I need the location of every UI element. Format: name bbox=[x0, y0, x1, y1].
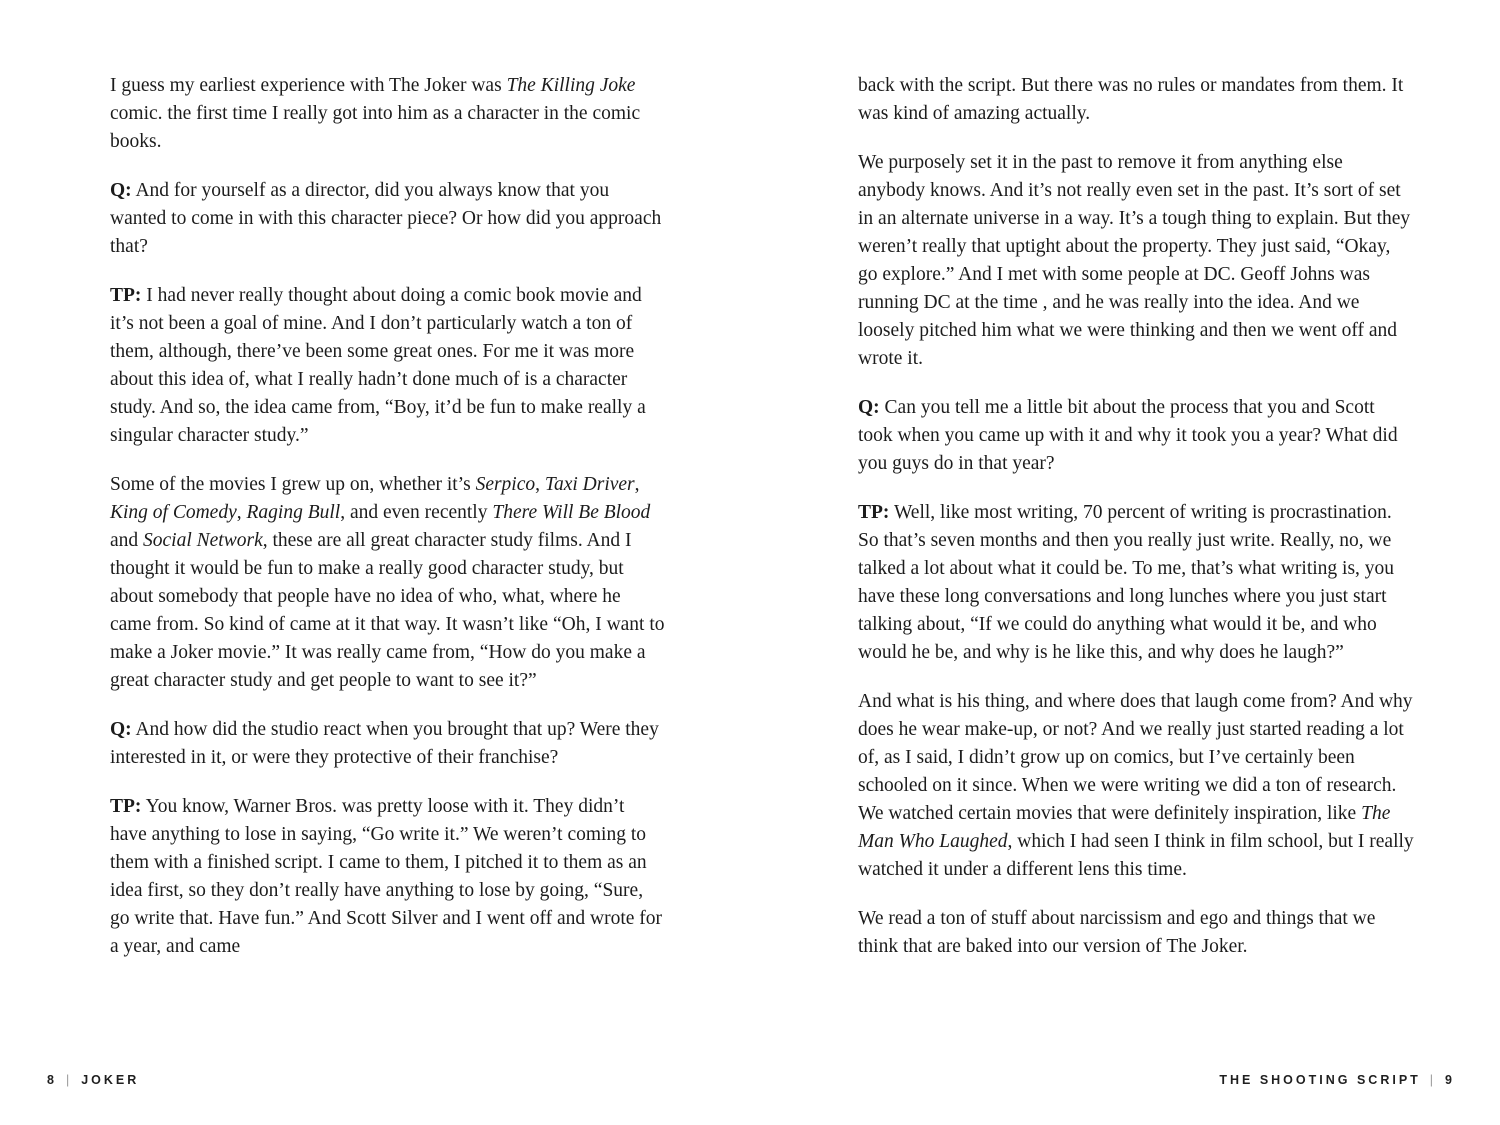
text-run: You know, Warner Bros. was pretty loose with it. They didn’t have anything to lose in saying, “Go write it.” We weren’t coming to them with a finished script. I came to them, I pitched it to them as an idea first, so they don’t really have anything to lose by going, “Sure, go write that. Have fun.” And Scott Silver and I went off and wrote for a year, and came bbox=[110, 796, 662, 957]
paragraph bbox=[110, 471, 666, 695]
work-title-italic: Serpico bbox=[475, 474, 536, 495]
speaker-label: TP: bbox=[110, 285, 142, 306]
text-run: , bbox=[535, 474, 545, 495]
paragraph bbox=[858, 394, 1414, 478]
speaker-label: TP: bbox=[858, 502, 890, 523]
paragraph bbox=[858, 72, 1414, 128]
work-title-italic: Social Network bbox=[143, 530, 263, 551]
speaker-label: Q: bbox=[110, 180, 132, 201]
text-run: We purposely set it in the past to remove it from anything else anybody knows. And it’s not really even set in the past. It’s sort of set in an alternate universe in a way. It’s a tough thing to explain. But they weren’t really that uptight about the property. They just said, “Okay, go explore.” And I met with some people at DC. Geoff Johns was running DC at the time , and he was really into the idea. And we loosely pitched him what we were thinking and then we went off and wrote it. bbox=[858, 152, 1411, 369]
work-title-italic: There Will Be Blood bbox=[492, 502, 651, 523]
footer-separator-left: | bbox=[65, 1073, 73, 1087]
text-run: , which I had seen I think in film school, but I really watched it under a different lens this time. bbox=[858, 831, 1414, 880]
text-run: Can you tell me a little bit about the process that you and Scott took when you came up with it and why it took you a year? What did you guys do in that year? bbox=[858, 397, 1398, 474]
text-run: We read a ton of stuff about narcissism and ego and things that we think that are baked into our version of The Joker. bbox=[858, 908, 1376, 957]
work-title-italic: Raging Bull bbox=[246, 502, 341, 523]
page-footer-left bbox=[47, 1073, 139, 1087]
book-title-left: JOKER bbox=[81, 1073, 140, 1087]
work-title-italic: The Man Who Laughed bbox=[858, 803, 1391, 852]
speaker-label: Q: bbox=[858, 397, 880, 418]
paragraph bbox=[110, 793, 666, 961]
text-run: , these are all great character study films. And I thought it would be fun to make a really good character study, but about somebody that people have no idea of who, what, where he came from. So kind of came at it that way. It wasn’t like “Oh, I want to make a Joker movie.” It was really came from, “How do you make a great character study and get people to want to see it?” bbox=[110, 530, 665, 691]
text-run: Some of the movies I grew up on, whether it’s bbox=[110, 474, 476, 495]
work-title-italic: King of Comedy bbox=[110, 502, 237, 523]
page-number-left: 8 bbox=[47, 1073, 57, 1087]
interview-text-column-left bbox=[110, 72, 666, 982]
text-run: , bbox=[634, 474, 640, 495]
paragraph bbox=[110, 177, 666, 261]
text-run: I guess my earliest experience with The Joker was bbox=[110, 75, 507, 96]
text-run: I had never really thought about doing a comic book movie and it’s not been a goal of mine. And I don’t particularly watch a ton of them, although, there’ve been some great ones. For me it was more about this idea of, what I really hadn’t done much of is a character study. And so, the idea came from, “Boy, it’d be fun to make really a singular character study.” bbox=[110, 285, 646, 446]
footer-separator-right: | bbox=[1429, 1073, 1437, 1087]
paragraph bbox=[858, 149, 1414, 373]
paragraph bbox=[110, 72, 666, 156]
speaker-label: Q: bbox=[110, 719, 132, 740]
text-run: comic. the first time I really got into him as a character in the comic books. bbox=[110, 103, 641, 152]
text-run: And what is his thing, and where does that laugh come from? And why does he wear make-up, or not? And we really just started reading a lot of, as I said, I didn’t grow up on comics, but I’ve certainly been schooled on it since. When we were writing we did a ton of research. We watched certain movies that were definitely inspiration, like bbox=[858, 691, 1413, 824]
page-footer-right bbox=[1219, 1073, 1455, 1087]
text-run: Well, like most writing, 70 percent of writing is procrastination. So that’s seven months and then you really just write. Really, no, we talked a lot about what it could be. To me, that’s what writing is, you have these long conversations and long lunches where you just start talking about, “If we could do anything what would it be, and who would he be, and why is he like this, and why does he laugh?” bbox=[858, 502, 1395, 663]
text-run: back with the script. But there was no rules or mandates from them. It was kind of amazing actually. bbox=[858, 75, 1404, 124]
book-title-right: THE SHOOTING SCRIPT bbox=[1219, 1073, 1421, 1087]
paragraph bbox=[858, 688, 1414, 884]
page-right bbox=[750, 0, 1500, 1125]
interview-text-column-right bbox=[858, 72, 1414, 982]
paragraph bbox=[110, 282, 666, 450]
paragraph bbox=[858, 905, 1414, 961]
work-title-italic: Taxi Driver bbox=[544, 474, 635, 495]
text-run: , bbox=[236, 502, 247, 523]
text-run: , and even recently bbox=[340, 502, 493, 523]
paragraph bbox=[858, 499, 1414, 667]
page-number-right: 9 bbox=[1445, 1073, 1455, 1087]
text-run: And how did the studio react when you brought that up? Were they interested in it, or were they protective of their franchise? bbox=[110, 719, 659, 768]
speaker-label: TP: bbox=[110, 796, 142, 817]
text-run: And for yourself as a director, did you always know that you wanted to come in with this character piece? Or how did you approach that? bbox=[110, 180, 662, 257]
paragraph bbox=[110, 716, 666, 772]
text-run: and bbox=[110, 530, 144, 551]
work-title-italic: The Killing Joke bbox=[506, 75, 636, 96]
